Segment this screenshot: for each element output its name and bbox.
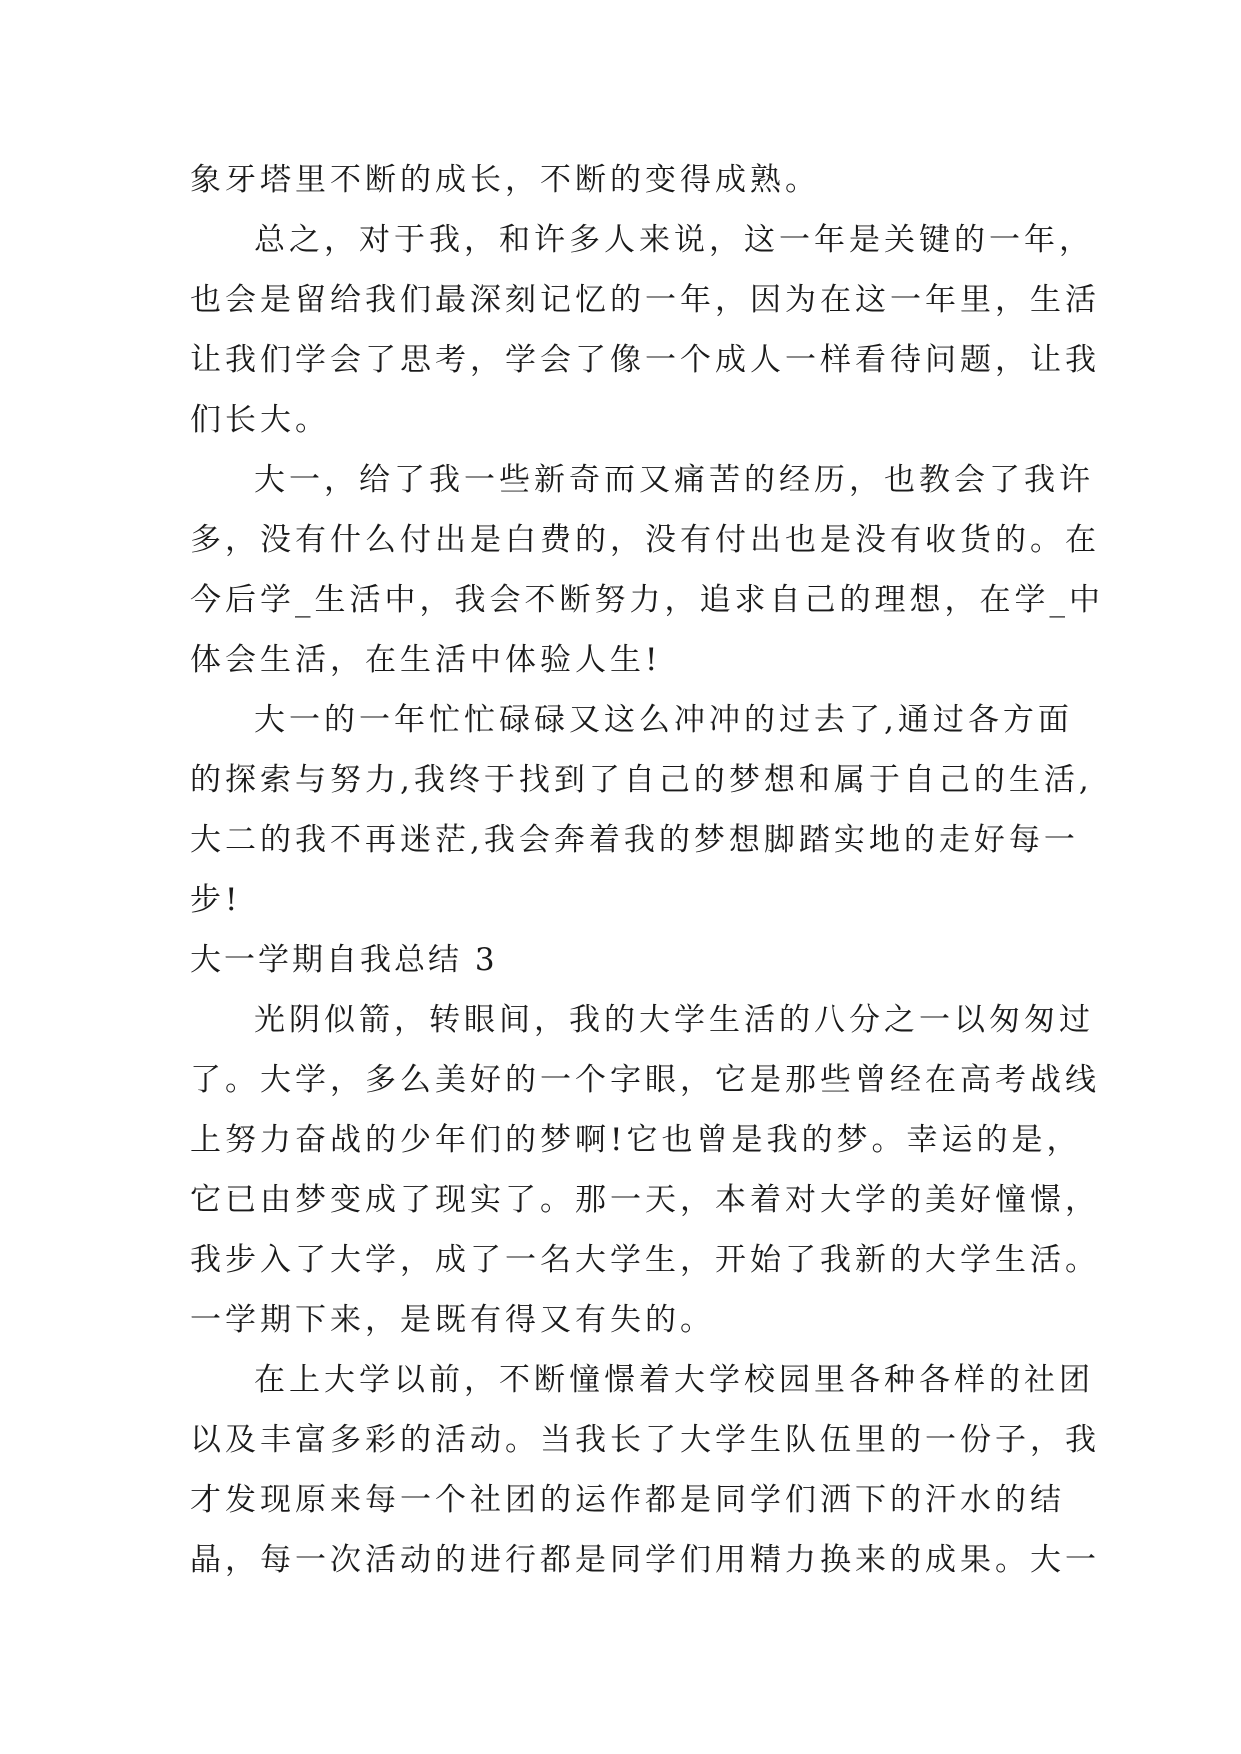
text-line: 体会生活，在生活中体验人生! <box>190 642 662 678</box>
text-line: 总之，对于我，和许多人来说，这一年是关键的一年， <box>254 222 1094 258</box>
text-line: 上努力奋战的少年们的梦啊!它也曾是我的梦。幸运的是， <box>190 1122 1082 1158</box>
paragraph <box>190 690 1093 930</box>
text-line: 光阴似箭，转眼间，我的大学生活的八分之一以匆匆过 <box>254 1002 1094 1038</box>
text-line: 们长大。 <box>190 402 330 438</box>
paragraph <box>190 150 1060 210</box>
text-line: 一学期下来，是既有得又有失的。 <box>190 1302 715 1338</box>
text-line: 才发现原来每一个社团的运作都是同学们洒下的汗水的结 <box>190 1482 1065 1518</box>
heading-text: 大一学期自我总结 3 <box>190 942 498 978</box>
text-line: 它已由梦变成了现实了。那一天，本着对大学的美好憧憬， <box>190 1182 1100 1218</box>
text-line: 晶，每一次活动的进行都是同学们用精力换来的成果。大一 <box>190 1542 1100 1578</box>
paragraph <box>190 210 1100 450</box>
section-heading <box>190 930 1060 990</box>
paragraph <box>190 1350 1100 1590</box>
text-line: 象牙塔里不断的成长，不断的变得成熟。 <box>190 162 820 198</box>
text-line: 步! <box>190 882 242 918</box>
text-line: 的探索与努力,我终于找到了自己的梦想和属于自己的生活, <box>190 762 1093 798</box>
text-line: 在上大学以前，不断憧憬着大学校园里各种各样的社团 <box>254 1362 1094 1398</box>
document-body <box>190 150 1104 1590</box>
text-line: 了。大学，多么美好的一个字眼，它是那些曾经在高考战线 <box>190 1062 1100 1098</box>
paragraph <box>190 990 1100 1350</box>
text-line: 多，没有什么付出是白费的，没有付出也是没有收货的。在 <box>190 522 1100 558</box>
text-line: 大一，给了我一些新奇而又痛苦的经历，也教会了我许 <box>254 462 1094 498</box>
text-line: 大二的我不再迷茫,我会奔着我的梦想脚踏实地的走好每一 <box>190 822 1079 858</box>
text-line: 我步入了大学，成了一名大学生，开始了我新的大学生活。 <box>190 1242 1100 1278</box>
paragraph <box>190 450 1104 690</box>
text-line: 以及丰富多彩的活动。当我长了大学生队伍里的一份子，我 <box>190 1422 1100 1458</box>
text-line: 让我们学会了思考，学会了像一个成人一样看待问题，让我 <box>190 342 1100 378</box>
text-line: 大一的一年忙忙碌碌又这么冲冲的过去了,通过各方面 <box>254 702 1073 738</box>
text-line: 也会是留给我们最深刻记忆的一年，因为在这一年里，生活 <box>190 282 1100 318</box>
text-line: 今后学_生活中，我会不断努力，追求自己的理想，在学_中 <box>190 582 1104 618</box>
